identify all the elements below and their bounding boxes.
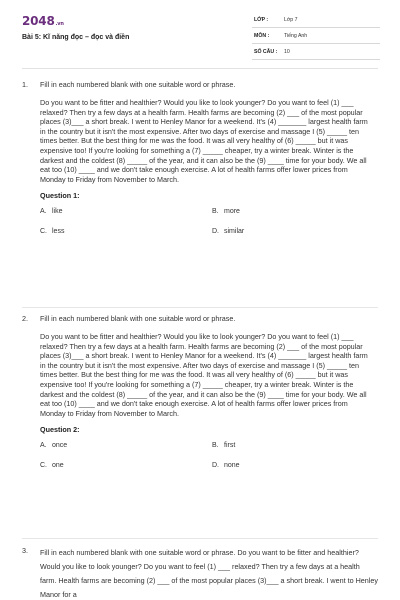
question-instruction: Fill in each numbered blank with one suitable word or phrase. bbox=[40, 314, 236, 323]
question-instruction: Fill in each numbered blank with one suitable word or phrase. Do you want to be fitter and healthier? Would you like to look younger? Do you want to feel (1) ___ relaxed? Then try a few days at a health farm. Health farms are becoming (2) ___ of the most popular places (3)___ a short break. I went to Henley Manor for a bbox=[40, 548, 378, 599]
reading-passage: Do you want to be fitter and healthier? Would you like to look younger? Do you want to feel (1) ___ relaxed? Then try a few days at a health farm. Health farms are becoming (2) ___ of the most popular places (3)___ a short break. I went to Henley Manor for a weekend. It's (4) _______ largest health farm in the country but it isn't the most expensive. After two days of exercise and massage I (5) _____ ten times better. But the best thing for me was the food. It was all very healthy of (6) _____ but it was expensive too! If you're looking for something a (7) _____ cheaper, try a winter break. Winter is the darkest and the coldest (8) _____ of the year, and it can also be the (9) ____ time for your body. We all eat too (10) ____ and we don't take enough exercise. A lot of health farms offer lower prices from Monday to Friday from November to March. bbox=[40, 98, 368, 184]
meta-class bbox=[252, 14, 380, 28]
option-letter: A. bbox=[40, 442, 47, 450]
option-b[interactable] bbox=[212, 442, 235, 456]
option-letter: D. bbox=[212, 228, 219, 236]
option-a[interactable] bbox=[40, 442, 67, 456]
meta-count bbox=[252, 46, 380, 60]
option-b[interactable] bbox=[212, 208, 240, 222]
answer-options bbox=[40, 208, 370, 244]
option-text: more bbox=[224, 208, 240, 216]
question-number: 1. bbox=[22, 80, 28, 89]
question-heading bbox=[22, 80, 378, 90]
meta-subject-value: Tiếng Anh bbox=[284, 33, 308, 39]
logo-text: 2048 bbox=[22, 14, 55, 28]
option-letter: B. bbox=[212, 442, 219, 450]
option-text: similar bbox=[224, 228, 245, 236]
question-heading bbox=[22, 546, 378, 600]
option-text: none bbox=[224, 462, 240, 470]
meta-subject bbox=[252, 30, 380, 44]
site-logo[interactable] bbox=[22, 14, 64, 28]
option-text: once bbox=[52, 442, 68, 450]
option-text: first bbox=[224, 442, 236, 450]
option-letter: C. bbox=[40, 228, 47, 236]
option-text: like bbox=[52, 208, 63, 216]
question-block-3 bbox=[22, 546, 378, 600]
reading-passage: Do you want to be fitter and healthier? Would you like to look younger? Do you want to feel (1) ___ relaxed? Then try a few days at a health farm. Health farms are becoming (2) ___ of the most popular places (3)___ a short break. I went to Henley Manor for a weekend. It's (4) _______ largest health farm in the country but it isn't the most expensive. After two days of exercise and massage I (5) _____ ten times better. But the best thing for me was the food. It was all very healthy of (6) _____ but it was expensive too! If you're looking for something a (7) _____ cheaper, try a winter break. Winter is the darkest and the coldest (8) _____ of the year, and it can also be the (9) ____ time for your body. We all eat too (10) ____ and we don't take enough exercise. A lot of health farms offer lower prices from Monday to Friday from November to March. bbox=[40, 332, 368, 418]
option-letter: A. bbox=[40, 208, 47, 216]
option-text: less bbox=[52, 228, 65, 236]
meta-class-key: LỚP : bbox=[254, 17, 269, 23]
option-c[interactable] bbox=[40, 462, 64, 476]
option-d[interactable] bbox=[212, 462, 240, 476]
question-label: Question 1: bbox=[40, 191, 80, 201]
meta-subject-key: MÔN : bbox=[254, 33, 270, 39]
option-d[interactable] bbox=[212, 228, 244, 242]
question-block-1 bbox=[22, 80, 378, 244]
option-letter: B. bbox=[212, 208, 219, 216]
question-divider bbox=[22, 307, 378, 308]
question-label: Question 2: bbox=[40, 425, 80, 435]
lesson-title: Bài 5: Kĩ năng đọc – đọc và điền bbox=[22, 34, 130, 41]
logo-suffix: .vn bbox=[55, 21, 64, 27]
header-divider bbox=[22, 68, 378, 69]
meta-class-value: Lớp 7 bbox=[284, 17, 298, 23]
option-a[interactable] bbox=[40, 208, 63, 222]
meta-count-value: 10 bbox=[284, 49, 290, 55]
option-letter: D. bbox=[212, 462, 219, 470]
option-c[interactable] bbox=[40, 228, 64, 242]
question-divider bbox=[22, 538, 378, 539]
question-heading bbox=[22, 314, 378, 324]
question-block-2 bbox=[22, 314, 378, 478]
option-letter: C. bbox=[40, 462, 47, 470]
question-number: 3. bbox=[22, 546, 28, 555]
meta-count-key: SỐ CÂU : bbox=[254, 49, 278, 55]
option-text: one bbox=[52, 462, 64, 470]
question-instruction: Fill in each numbered blank with one suitable word or phrase. bbox=[40, 80, 236, 89]
answer-options bbox=[40, 442, 370, 478]
question-number: 2. bbox=[22, 314, 28, 323]
